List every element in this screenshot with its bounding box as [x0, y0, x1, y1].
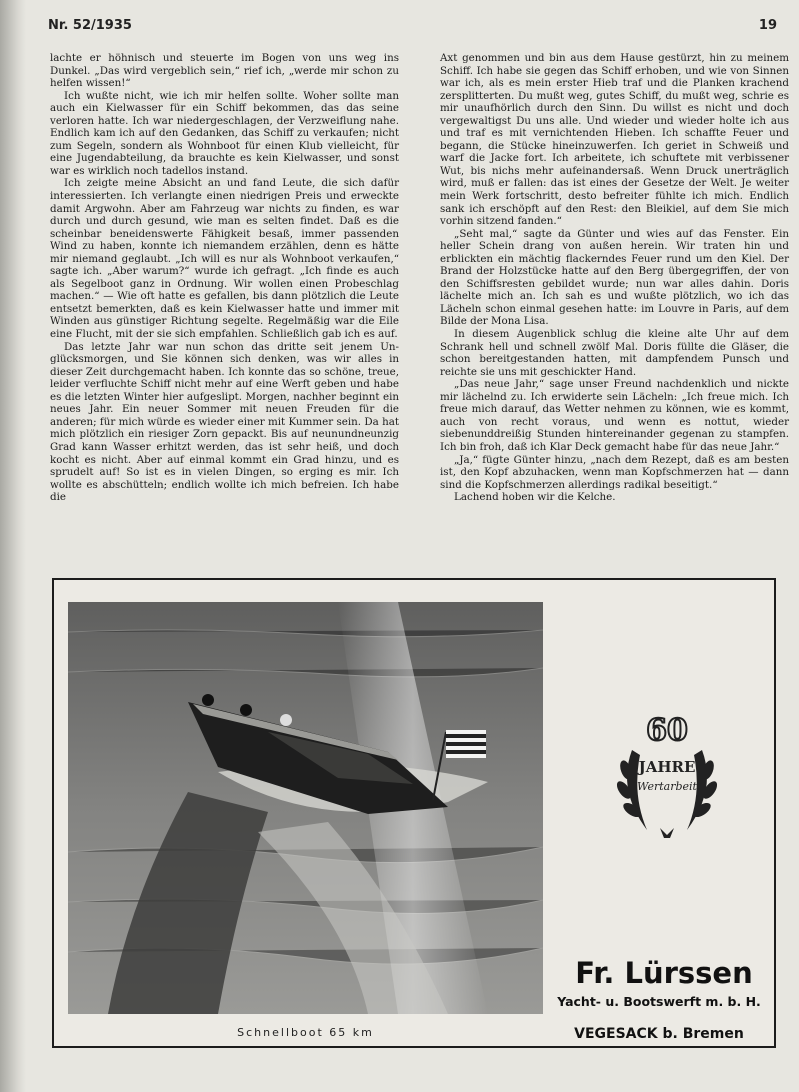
- paragraph: Ich zeigte meine Absicht an und fand Leute, die sich dafür interessierten. Ich verlangte einen niedrigen Preis und erweckte damit Argwohn. Aber am Fahrzeug war nichts zu finden, es war durch und durch gesund, wie man es selten findet. Daß es die scheinbar beneidenswerte Fähigkeit besaß, immer passenden Wind zu haben, konnte ich niemandem erzählen, denn es hätte mir niemand geglaubt. „Ich will es nur als Wohnboot verkaufen,“ sagte ich. „Aber warum?“ wurde ich gefragt. „Ich finde es auch als Segelboot ganz in Ordnung. Wir wollen einen Probeschlag machen.“ — Wie oft hatte es gefallen, bis dann plötzlich die Leute entsetzt bemerkten, daß es kein Kielwasser hatte und immer mit Winden aus günstiger Richtung segelte. Regelmäßig war die Eile eine Flucht, mit der sie sich empfahlen. Schließlich gab ich es auf.: [50, 177, 399, 341]
- advertisement: [52, 578, 776, 1048]
- emblem-tagline: Wertarbeit: [637, 780, 697, 793]
- paragraph: Das letzte Jahr war nun schon das dritte seit jenem Unglücksmorgen, und Sie können sich denken, was wir alles in dieser Zeit durchgemacht haben. Ich konnte das so schöne, treue, leider verfluchte Schiff nicht mehr auf eine Werft geben und habe es die letzten Winter hier aufgeslipt. Morgen, nachher beginnt ein neues Jahr. Ein neuer Sommer mit neuen Freuden für die anderen; für mich würde es wieder einer mit Kummer sein. Da hat mich plötzlich ein riesiger Zorn gepackt. Bis auf neunundneunzig Grad kann Wasser erhitzt werden, das ist sehr heiß, und doch kocht es nicht. Aber auf einmal kommt ein Grad hinzu, und es sprudelt auf! So ist es in vielen Dingen, so erging es mir. Ich wollte es abschütteln; endlich wollte ich mich befreien. Ich habe die: [50, 340, 399, 504]
- paragraph: „Ja,“ fügte Günter hinzu, „nach dem Rezept, daß es am besten ist, den Kopf abzuhacken, wenn man Kopfschmerzen hat — dann sind die Kopfschmerzen allerdings radikal beseitigt.“: [440, 453, 789, 491]
- issue-number: Nr. 52/1935: [48, 18, 132, 33]
- page-number: 19: [758, 18, 777, 33]
- paragraph: lachte er höhnisch und steuerte im Bogen von uns weg ins Dunkel. „Das wird vergeblich sein,“ rief ich, „werde mir schon zu helfen wissen!“: [50, 52, 399, 90]
- company-name: Fr. Lürssen: [575, 956, 753, 990]
- speedboat-photo: [68, 602, 543, 1014]
- laurel-wreath-emblem: [602, 710, 732, 850]
- speedboat-illustration: [68, 602, 543, 1014]
- flag-icon: [446, 730, 486, 758]
- paragraph: Lachend hoben wir die Kelche.: [454, 491, 616, 504]
- article-right-column: [440, 52, 789, 504]
- paragraph: „Das neue Jahr,“ sage unser Freund nachdenklich und nickte mir lächelnd zu. Ich erwiderte sein Lächeln: „Ich freue mich. Ich freue mich darauf, das Wetter nehmen zu können, wie es kommt, auch von recht voraus, und wenn es nottut, wieder siebenunddreißig Stunden hintereinander gegenan zu stampfen. Ich bin froh, daß ich Klar Deck gemacht habe für das neue Jahr.“: [440, 378, 789, 453]
- paragraph: Axt genommen und bin aus dem Hause gestürzt, hin zu meinem Schiff. Ich habe sie gegen das Schiff erhoben, und wie von Sinnen war ich, als es mein erster Hieb traf und die Planken krachend zersplitterten. Du mußt weg, gutes Schiff, du mußt weg, schrie es mir unaufhörlich durch den Sinn. Du willst es nicht und doch vergewaltigst Du uns alle. Und wieder und wieder holte ich aus und traf es mit vernichtenden Hieben. Ich schaffte Feuer und begann, die Stücke hineinzuwerfen. Ich geriet in Schweiß und warf die Jacke fort. Ich arbeitete, ich schuftete mit verbissener Wut, bis nichs mehr aufeinandersaß. Wenn Druck unerträglich wird, muß er fallen: das ist eines der Gesetze der Welt. Je weiter mein Werk fortschritt, desto befreiter fühlte ich mich. Endlich sank ich erschöpft auf den Rest: den Bleikiel, auf dem Sie mich vorhin sitzend fanden.“: [440, 52, 789, 228]
- photo-caption: Schnellboot 65 km: [237, 1026, 374, 1039]
- article-left-column: [50, 52, 399, 504]
- binding-shadow: [0, 0, 26, 1092]
- company-location: VEGESACK b. Bremen: [574, 1026, 744, 1042]
- paragraph: In diesem Augenblick schlug die kleine alte Uhr auf dem Schrank hell und schnell zwölf Mal. Doris füllte die Gläser, die schon bereitgestanden hatten, mit dampfendem Punsch und reichte sie uns mit geschickter Hand.: [440, 328, 789, 378]
- paragraph: „Seht mal,“ sagte da Günter und wies auf das Fenster. Ein heller Schein drang von außen herein. Wir traten hin und erblickten ein mächtig flackerndes Feuer rund um den Kiel. Der Brand der Holzstücke hatte auf den Berg übergegriffen, der von den Schiffsresten gebildet wurde; nun war alles dahin. Doris lächelte mich an. Ich sah es und wußte plötzlich, wo ich das Lächeln schon einmal gesehen hatte: im Louvre in Paris, auf dem Bilde der Mona Lisa.: [440, 227, 789, 328]
- paragraph: Ich wußte nicht, wie ich mir helfen sollte. Woher sollte man auch ein Kielwasser für ein Schiff bekommen, das das seine verloren hatte. Ich war niedergeschlagen, der Verzweiflung nahe. Endlich kam ich auf den Gedanken, das Schiff zu verkaufen; nicht zum Segeln, sondern als Wohnboot für einen Klub vielleicht, für eine Jugendabteilung, da brauchte es kein Kielwasser, und sonst war es wirklich noch tadellos instand.: [50, 89, 399, 177]
- company-type: Yacht- u. Bootswerft m. b. H.: [557, 994, 761, 1009]
- emblem-number: 60: [646, 713, 688, 748]
- emblem-word: JAHRE: [638, 758, 696, 776]
